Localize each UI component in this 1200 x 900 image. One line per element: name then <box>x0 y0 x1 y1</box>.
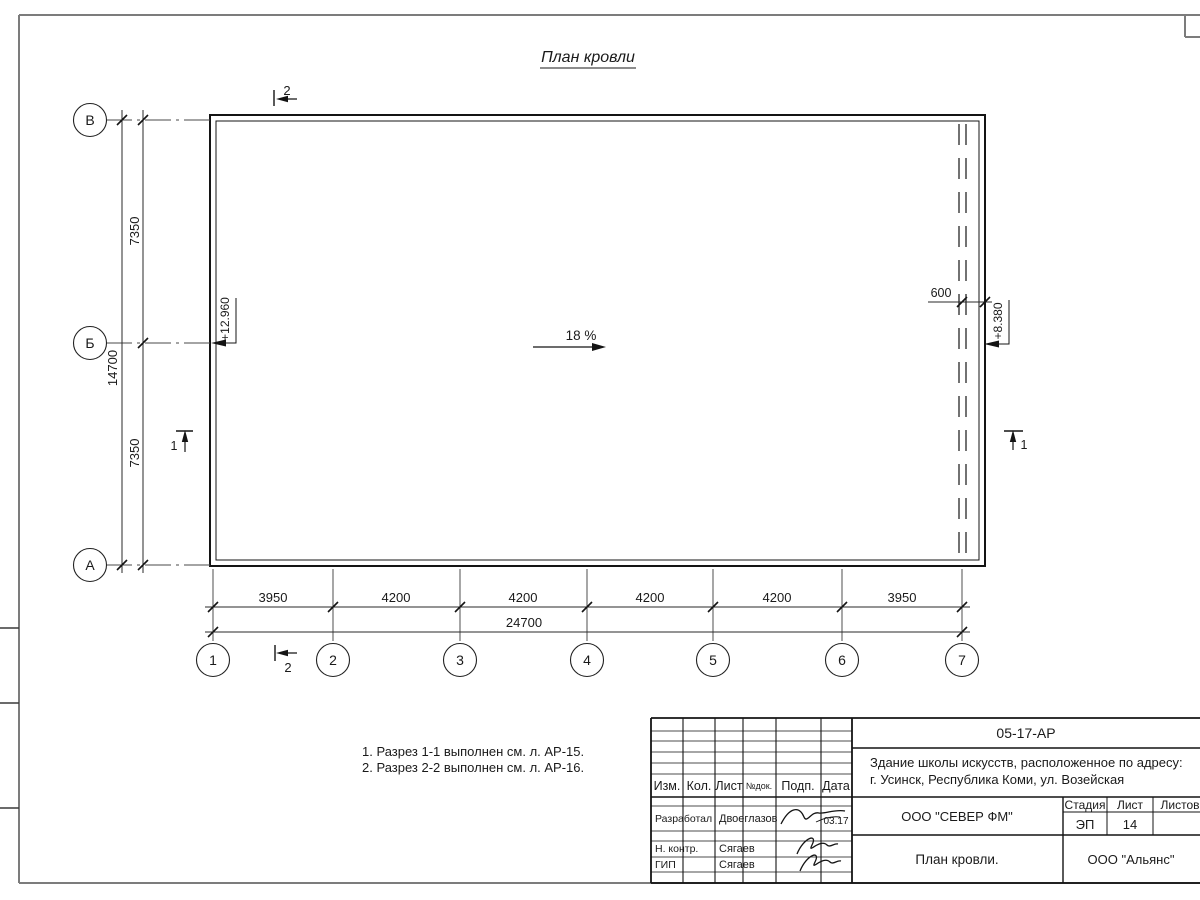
tb-gip-label: ГИП <box>655 859 676 871</box>
bottom-dimension-lines <box>205 607 970 632</box>
axis-col-label: 7 <box>958 652 966 668</box>
dim-bottom-segment: 4200 <box>635 590 665 605</box>
dim-left-total: 14700 <box>105 349 120 387</box>
note-line-1: 1. Разрез 1-1 выполнен см. л. АР-15. <box>362 744 585 759</box>
section-mark-2-bottom <box>275 645 297 675</box>
tb-project-line1: Здание школы искусств, расположенное по адресу: <box>870 755 1183 770</box>
axis-row-label: В <box>85 112 95 128</box>
tb-developer-label: Разработал <box>655 813 713 825</box>
dim-bottom-segment: 4200 <box>762 590 792 605</box>
dimension-ticks <box>117 115 990 637</box>
axis-col-label: 3 <box>456 652 464 668</box>
dim-left-segment: 7350 <box>127 216 142 246</box>
tb-company: ООО "СЕВЕР ФМ" <box>901 809 1013 824</box>
dim-bottom-segment: 3950 <box>258 590 288 605</box>
dim-bottom-total: 24700 <box>505 615 543 630</box>
note-line-2: 2. Разрез 2-2 выполнен см. л. АР-16. <box>362 760 585 775</box>
tb-stage-value: ЭП <box>1075 817 1095 832</box>
tb-col-kol: Кол. <box>686 779 712 793</box>
dim-bottom-segment: 4200 <box>381 590 411 605</box>
svg-text:2: 2 <box>283 83 291 98</box>
tb-doc-number: 05-17-АР <box>996 725 1056 741</box>
section-mark-1-right <box>1004 430 1028 452</box>
tb-ncontrol-name: Сягаев <box>719 843 755 855</box>
tb-gip-name: Сягаев <box>719 859 755 871</box>
slope-arrow <box>533 343 606 351</box>
section-mark-1-left <box>171 430 193 453</box>
svg-text:1: 1 <box>170 439 178 453</box>
axis-col-label: 4 <box>583 652 591 668</box>
section-mark-2-top <box>274 83 297 106</box>
dim-left-segment: 7350 <box>127 438 142 468</box>
axis-row-label: Б <box>85 335 95 351</box>
dim-bottom-segment: 4200 <box>508 590 538 605</box>
tb-sheet-title: План кровли. <box>915 852 999 867</box>
tb-sheets-label: Листов <box>1160 798 1200 812</box>
tb-customer: ООО "Альянс" <box>1087 852 1175 867</box>
svg-text:2: 2 <box>284 660 292 675</box>
tb-project-line2: г. Усинск, Республика Коми, ул. Возейская <box>870 772 1125 787</box>
building-outline <box>210 115 985 566</box>
tb-ncontrol-label: Н. контр. <box>655 843 699 855</box>
tb-sheet-label: Лист <box>1116 798 1144 812</box>
elevation-low-label: +8.380 <box>991 302 1005 340</box>
binding-marks <box>0 628 19 808</box>
tb-col-list: Лист <box>715 779 743 793</box>
axis-col-label: 1 <box>209 652 217 668</box>
axis-col-label: 6 <box>838 652 846 668</box>
tb-col-podp: Подп. <box>781 779 815 793</box>
dim-bottom-segment: 3950 <box>887 590 917 605</box>
left-dimension-lines <box>122 110 143 573</box>
axis-extension-lines <box>213 569 962 641</box>
tb-developer-name: Двоеглазов <box>719 813 778 825</box>
tb-developer-date: 03.17 <box>823 816 849 827</box>
tb-col-ndok: №док. <box>745 781 773 791</box>
slope-label: 18 % <box>565 328 597 343</box>
drawing-title: План кровли <box>541 49 635 66</box>
dim-parapet-width: 600 <box>930 286 952 300</box>
tb-col-data: Дата <box>822 779 850 793</box>
elevation-main-label: +12.960 <box>218 297 232 341</box>
parapet-hidden-line <box>959 124 966 556</box>
tb-stage-label: Стадия <box>1064 798 1106 812</box>
svg-text:1: 1 <box>1020 438 1028 452</box>
tb-col-izm: Изм. <box>653 779 681 793</box>
axis-col-label: 5 <box>709 652 717 668</box>
axis-row-label: А <box>85 557 95 573</box>
tb-sheet-value: 14 <box>1122 817 1138 832</box>
axis-col-label: 2 <box>329 652 337 668</box>
